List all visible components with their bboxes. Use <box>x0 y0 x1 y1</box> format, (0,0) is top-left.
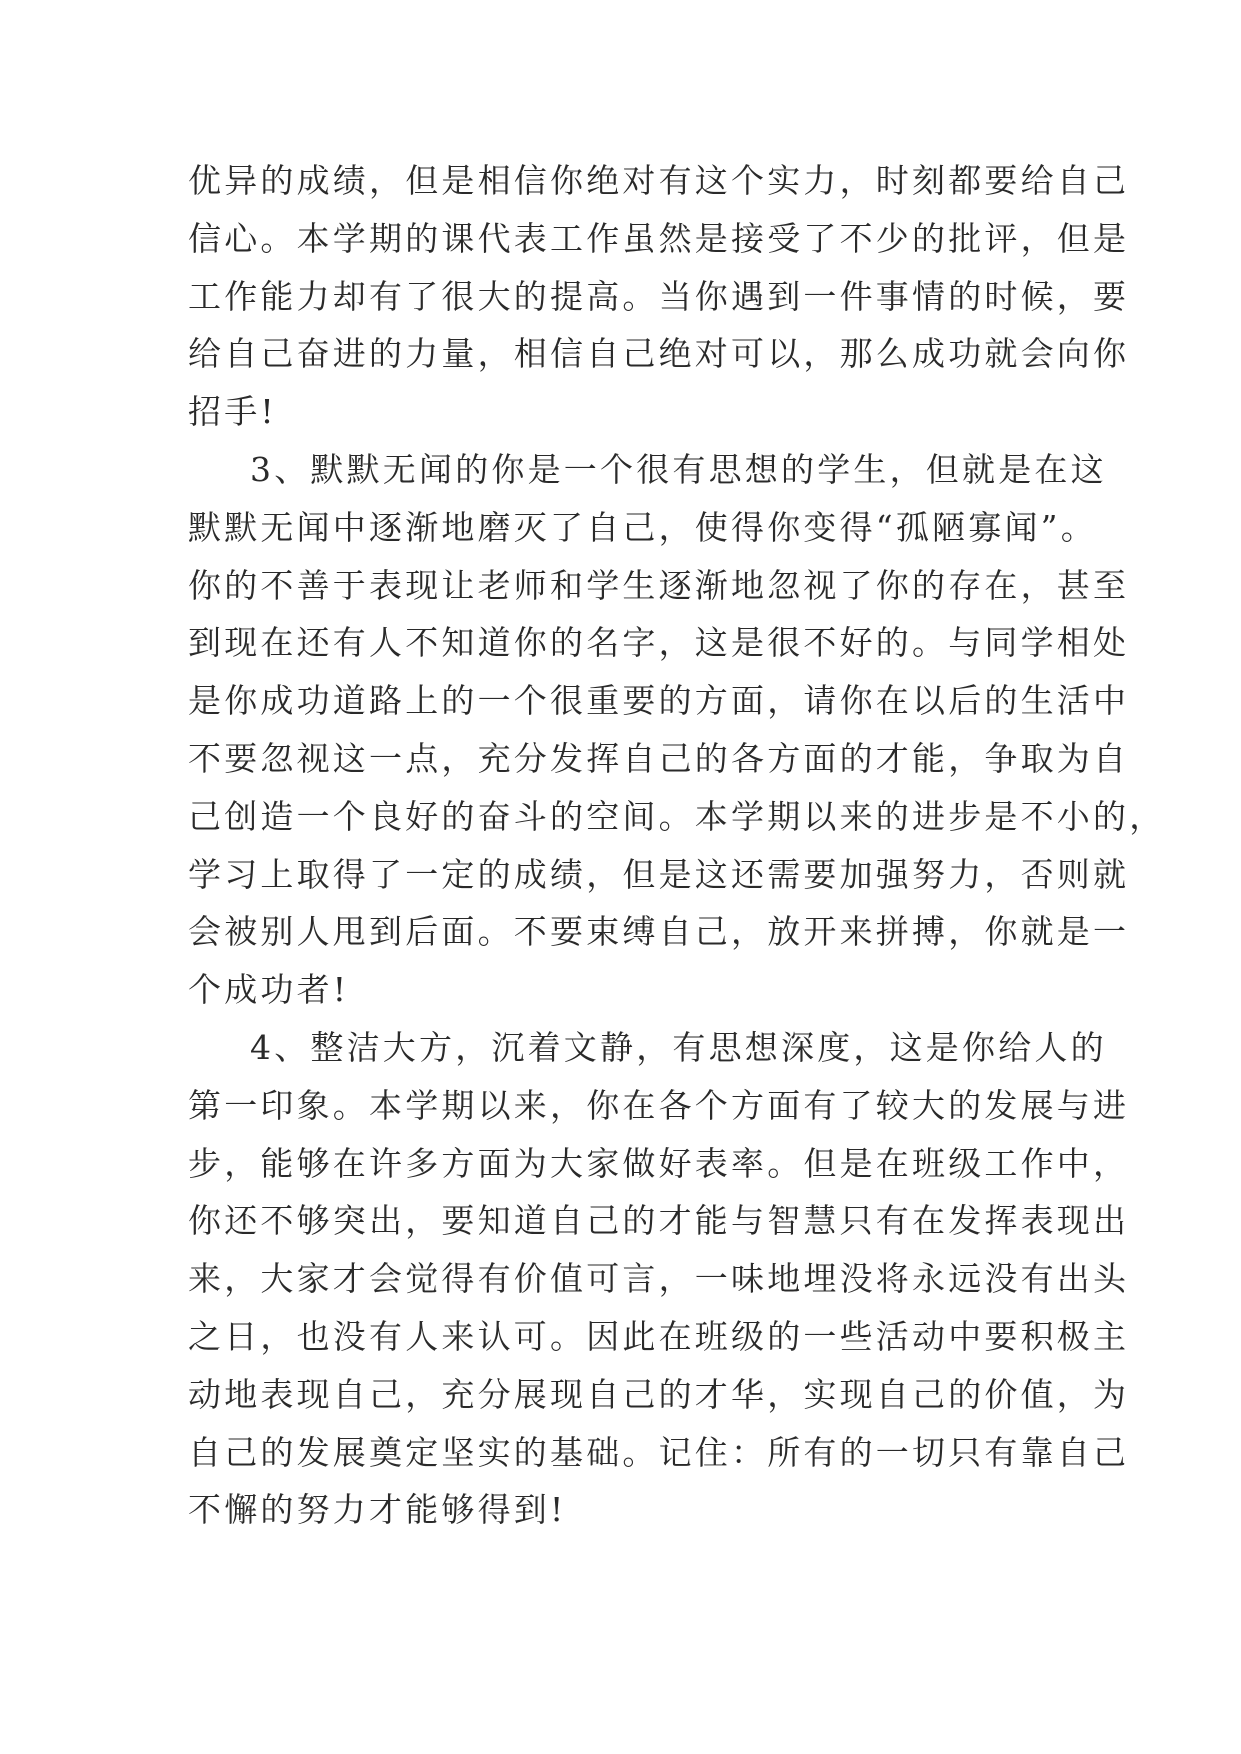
text-line: 之日，也没有人来认可。因此在班级的一些活动中要积极主 <box>188 1316 1130 1356</box>
text-line: 己创造一个良好的奋斗的空间。本学期以来的进步是不小的， <box>188 796 1166 836</box>
text-line: 你还不够突出，要知道自己的才能与智慧只有在发挥表现出 <box>188 1201 1130 1241</box>
text-line: 学习上取得了一定的成绩，但是这还需要加强努力，否则就 <box>188 854 1130 894</box>
text-line: 会被别人甩到后面。不要束缚自己，放开来拼搏，你就是一 <box>188 912 1130 952</box>
paragraph-start-line: 4、整洁大方，沉着文静，有思想深度，这是你给人的 <box>250 1027 1107 1067</box>
text-line: 不懈的努力才能够得到! <box>188 1490 567 1530</box>
text-line: 工作能力却有了很大的提高。当你遇到一件事情的时候，要 <box>188 276 1130 316</box>
body-text <box>188 152 1166 1539</box>
text-line: 动地表现自己，充分展现自己的才华，实现自己的价值，为 <box>188 1374 1130 1414</box>
text-line: 到现在还有人不知道你的名字，这是很不好的。与同学相处 <box>188 623 1130 663</box>
text-line: 不要忽视这一点，充分发挥自己的各方面的才能，争取为自 <box>188 738 1130 778</box>
paragraph-start-line: 3、默默无闻的你是一个很有思想的学生，但就是在这 <box>250 449 1107 489</box>
text-line: 个成功者! <box>188 970 350 1010</box>
text-line: 信心。本学期的课代表工作虽然是接受了不少的批评，但是 <box>188 218 1130 258</box>
text-line: 是你成功道路上的一个很重要的方面，请你在以后的生活中 <box>188 681 1130 721</box>
text-line: 你的不善于表现让老师和学生逐渐地忽视了你的存在，甚至 <box>188 565 1130 605</box>
text-line: 来，大家才会觉得有价值可言，一味地埋没将永远没有出头 <box>188 1259 1130 1299</box>
text-line: 优异的成绩，但是相信你绝对有这个实力，时刻都要给自己 <box>188 161 1130 200</box>
text-line: 步，能够在许多方面为大家做好表率。但是在班级工作中， <box>188 1143 1130 1183</box>
text-line: 招手! <box>188 392 277 432</box>
text-line: 给自己奋进的力量，相信自己绝对可以，那么成功就会向你 <box>188 334 1130 374</box>
text-line: 默默无闻中逐渐地磨灭了自己，使得你变得“孤陋寡闻”。 <box>188 507 1097 547</box>
text-line: 自己的发展奠定坚实的基础。记住：所有的一切只有靠自己 <box>188 1432 1130 1472</box>
text-line: 第一印象。本学期以来，你在各个方面有了较大的发展与进 <box>188 1085 1130 1125</box>
